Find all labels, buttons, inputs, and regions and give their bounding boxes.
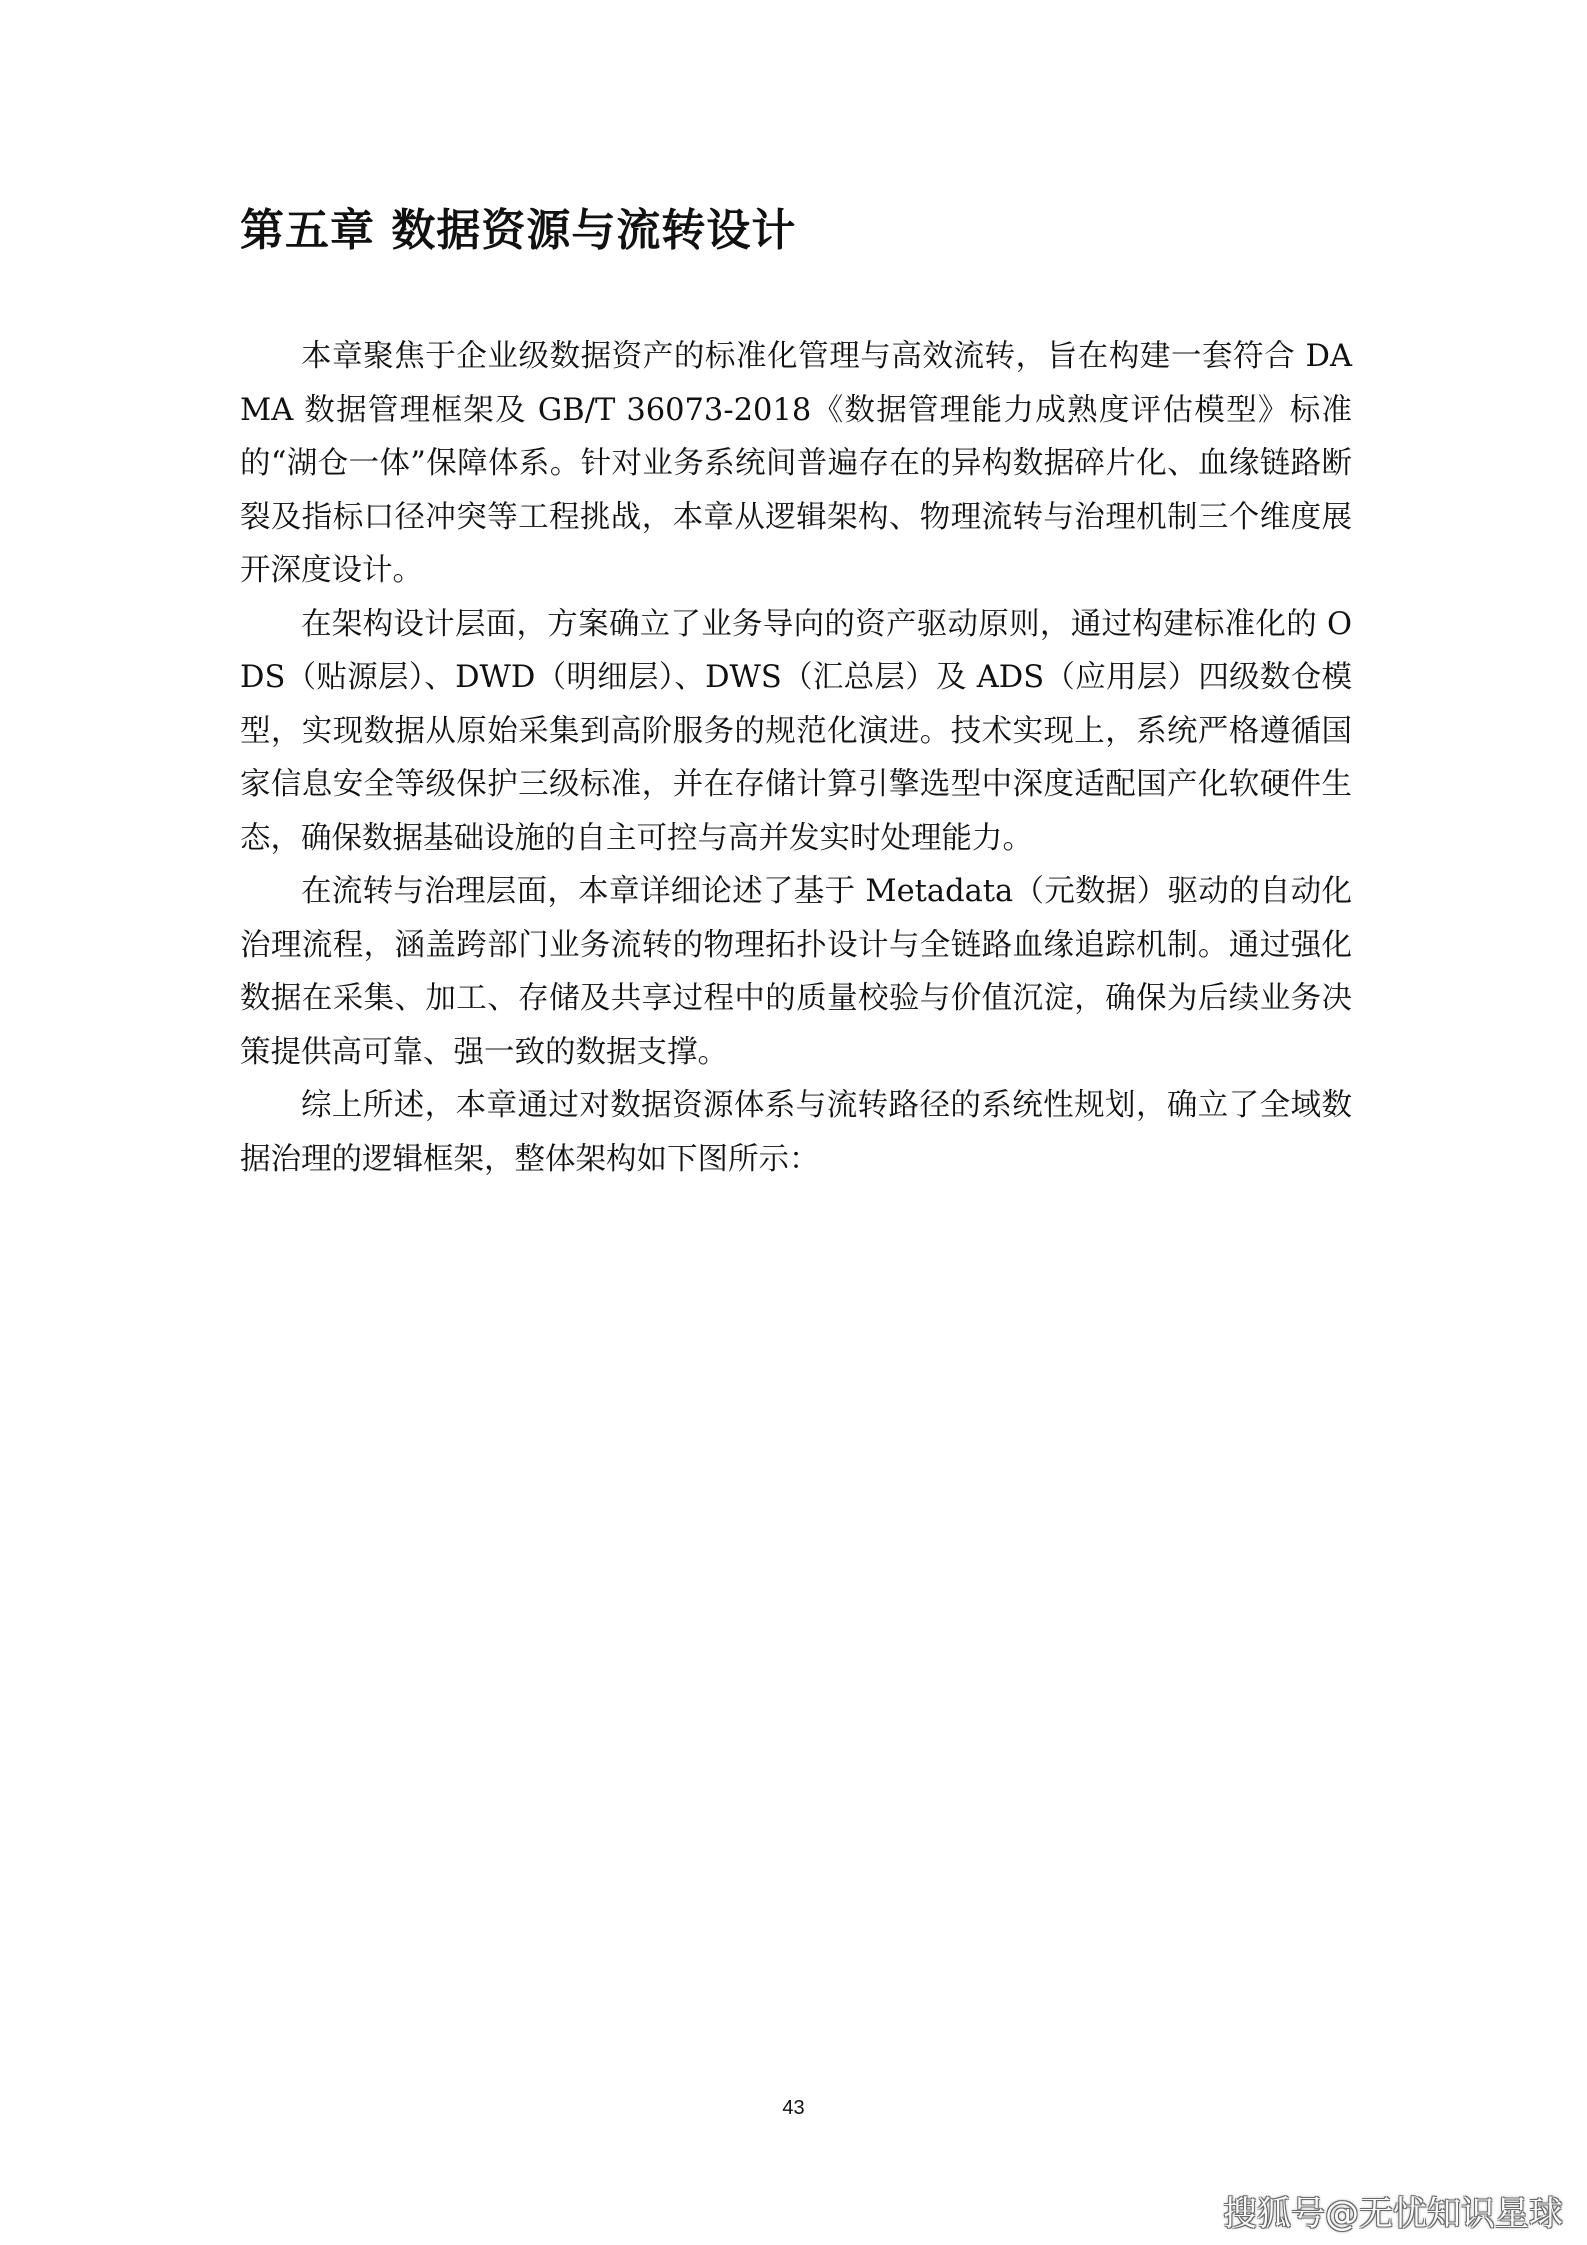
chapter-title: 第五章 数据资源与流转设计 [240, 205, 797, 256]
chapter-body [240, 330, 1352, 1186]
paragraph-governance: 在流转与治理层面，本章详细论述了基于 Metadata（元数据）驱动的自动化治理流程，涵盖跨部门业务流转的物理拓扑设计与全链路血缘追踪机制。通过强化数据在采集、加工、存储及共享过程中的质量校验与价值沉淀，确保为后续业务决策提供高可靠、强一致的数据支撑。 [240, 874, 1352, 1070]
paragraph-intro: 本章聚焦于企业级数据资产的标准化管理与高效流转，旨在构建一套符合 DAMA 数据管理框架及 GB/T 36073-2018《数据管理能力成熟度评估模型》标准的“湖仓一体”保障体系。针对业务系统间普遍存在的异构数据碎片化、血缘链路断裂及指标口径冲突等工程挑战，本章从逻辑架构、物理流转与治理机制三个维度展开深度设计。 [240, 339, 1352, 588]
paragraph-summary: 综上所述，本章通过对数据资源体系与流转路径的系统性规划，确立了全域数据治理的逻辑框架，整体架构如下图所示： [240, 1088, 1352, 1177]
page-number: 43 [782, 2097, 805, 2119]
paragraph-architecture: 在架构设计层面，方案确立了业务导向的资产驱动原则，通过构建标准化的 ODS（贴源层）、DWD（明细层）、DWS（汇总层）及 ADS（应用层）四级数仓模型，实现数据从原始采集到高阶服务的规范化演进。技术实现上，系统严格遵循国家信息安全等级保护三级标准，并在存储计算引擎选型中深度适配国产化软硬件生态，确保数据基础设施的自主可控与高并发实时处理能力。 [240, 606, 1352, 856]
watermark: 搜狐号@无忧知识星球 [1223, 2194, 1563, 2234]
